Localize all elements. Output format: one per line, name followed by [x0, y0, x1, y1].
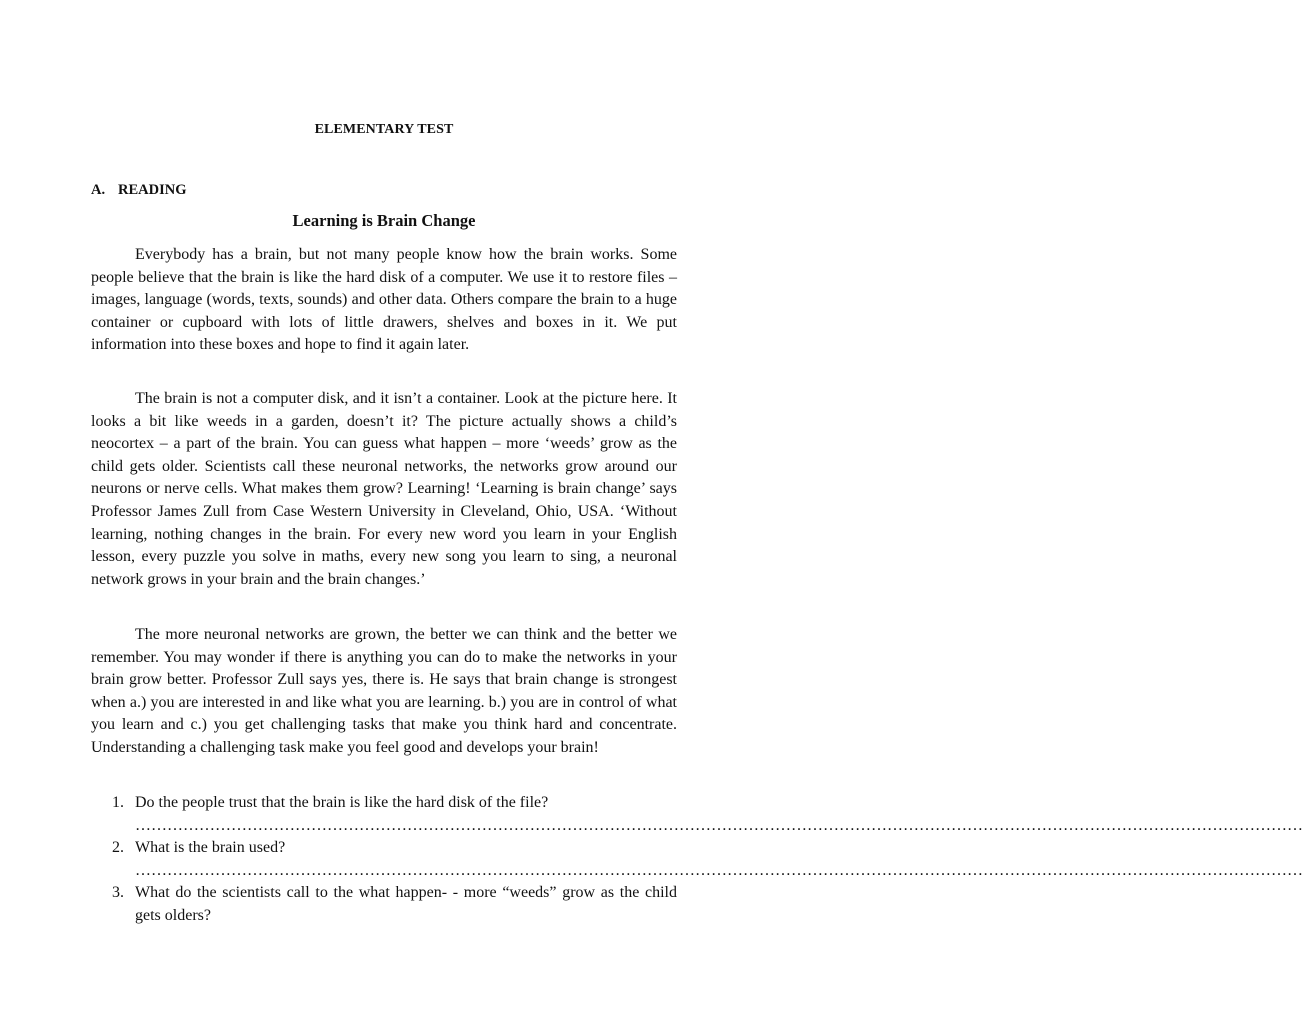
paragraph-3: The more neuronal networks are grown, the better we can think and the better we remember. You may wonder if there is anything you can do to make the networks in your brain grow better. Professor Zull says yes, there is. He says that brain change is strongest when a.) you are interested in and like what you are learning. b.) you are in control of what you learn and c.) you get challenging tasks that make you think hard and concentrate. Understanding a challenging task make you feel good and develops your brain! — [91, 626, 677, 756]
question-number: 1. — [112, 794, 124, 811]
answer-line[interactable]: ………………………………………………………………………………………………………………………………………………………………………………………………… — [135, 816, 1303, 834]
question-text: What do the scientists call to the what happen- - more “weeds” grow as the child gets olders? — [135, 884, 677, 924]
test-title: ELEMENTARY TEST — [314, 122, 454, 137]
section-number: A. — [91, 182, 106, 198]
question-number: 3. — [112, 884, 124, 902]
section-heading — [91, 182, 186, 199]
paragraph-2: The brain is not a computer disk, and it isn’t a container. Look at the picture here. It looks a bit like weeds in a garden, doesn’t it? The picture actually shows a child’s neocortex – a part of the brain. You can guess what happen – more ‘weeds’ grow as the child gets older. Scientists call these neuronal networks, the networks grow around our neurons or nerve cells. What makes them grow? Learning! ‘Learning is brain change’ says Professor James Zull from Case Western University in Cleveland, Ohio, USA. ‘Without learning, nothing changes in the brain. For every new word you learn in your English lesson, every puzzle you solve in maths, every new song you learn to sing, a neuronal network grows in your brain and the brain changes.’ — [91, 390, 677, 588]
answer-line[interactable]: ………………………………………………………………………………………………………………………………………………………………………………………………… — [135, 861, 1303, 879]
paragraph-1: Everybody has a brain, but not many people know how the brain works. Some people believe that the brain is like the hard disk of a computer. We use it to restore files – images, language (words, texts, sounds) and other data. Others compare the brain to a huge container or cupboard with lots of little drawers, shelves and boxes in it. We put information into these boxes and hope to find it again later. — [91, 246, 677, 354]
question-item — [91, 882, 677, 927]
question-item — [91, 837, 1303, 882]
article-title: Learning is Brain Change — [292, 211, 476, 230]
section-title: READING — [118, 182, 187, 198]
question-number: 2. — [112, 839, 124, 857]
question-text: What is the brain used? — [135, 839, 286, 857]
question-item — [91, 792, 1303, 837]
question-list — [91, 792, 1303, 928]
question-text: Do the people trust that the brain is like the hard disk of the file? — [135, 794, 549, 811]
